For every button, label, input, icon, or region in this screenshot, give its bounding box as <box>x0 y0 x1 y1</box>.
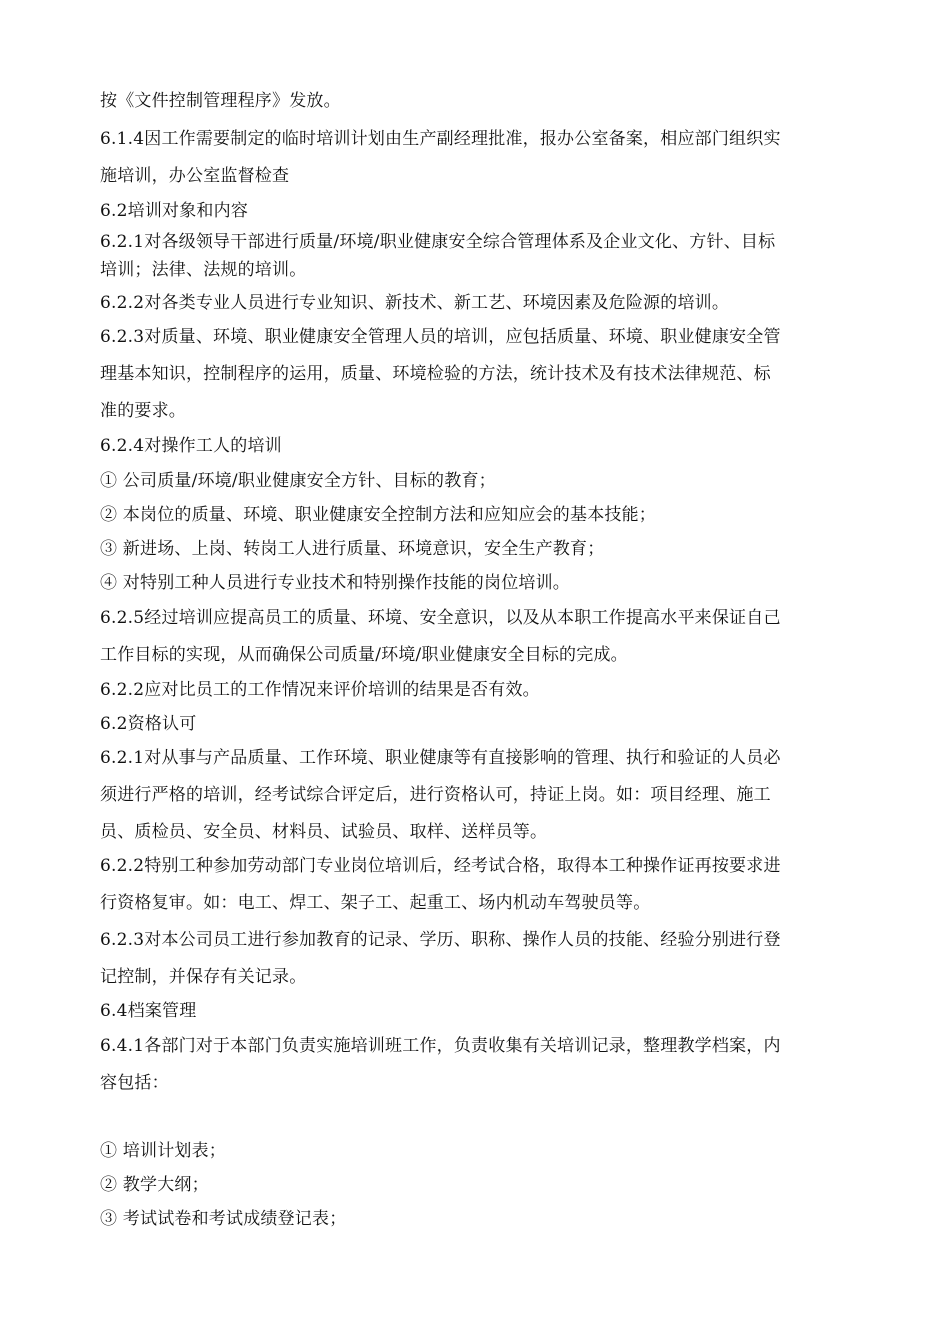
section-heading: 6.2资格认可 <box>100 714 197 734</box>
list-item: ③ 新进场、上岗、转岗工人进行质量、环境意识，安全生产教育； <box>100 539 605 559</box>
section-heading: 6.4档案管理 <box>100 1001 197 1021</box>
text-line: 行资格复审。如：电工、焊工、架子工、起重工、场内机动车驾驶员等。 <box>100 893 651 913</box>
text-line: 理基本知识，控制程序的运用，质量、环境检验的方法，统计技术及有技术法律规范、标 <box>100 364 771 384</box>
text-line: 6.2.2对各类专业人员进行专业知识、新技术、新工艺、环境因素及危险源的培训。 <box>100 293 730 313</box>
text-line: 6.2.2特别工种参加劳动部门专业岗位培训后，经考试合格，取得本工种操作证再按要求进 <box>100 856 781 876</box>
text-line: 6.1.4因工作需要制定的临时培训计划由生产副经理批准，报办公室备案，相应部门组织实 <box>100 129 781 149</box>
text-line: 培训；法律、法规的培训。 <box>100 260 307 280</box>
section-heading: 6.2培训对象和内容 <box>100 201 249 221</box>
text-line: 6.2.1对从事与产品质量、工作环境、职业健康等有直接影响的管理、执行和验证的人员必 <box>100 748 781 768</box>
list-item: ③ 考试试卷和考试成绩登记表； <box>100 1209 347 1229</box>
section-heading: 6.2.4对操作工人的培训 <box>100 436 282 456</box>
list-item: ① 培训计划表； <box>100 1141 227 1161</box>
text-line: 按《文件控制管理程序》发放。 <box>100 91 341 111</box>
text-line: 员、质检员、安全员、材料员、试验员、取样、送样员等。 <box>100 822 548 842</box>
text-line: 6.4.1各部门对于本部门负责实施培训班工作，负责收集有关培训记录，整理教学档案，内 <box>100 1036 781 1056</box>
text-line: 6.2.2应对比员工的工作情况来评价培训的结果是否有效。 <box>100 680 540 700</box>
text-line: 施培训，办公室监督检查 <box>100 166 290 186</box>
text-line: 须进行严格的培训，经考试综合评定后，进行资格认可，持证上岗。如：项目经理、施工 <box>100 785 771 805</box>
text-line: 记控制，并保存有关记录。 <box>100 967 307 987</box>
list-item: ④ 对特别工种人员进行专业技术和特别操作技能的岗位培训。 <box>100 573 571 593</box>
list-item: ② 教学大纲； <box>100 1175 209 1195</box>
text-line: 容包括： <box>100 1073 169 1093</box>
text-line: 6.2.1对各级领导干部进行质量/环境/职业健康安全综合管理体系及企业文化、方针、目标 <box>100 232 776 252</box>
text-line: 6.2.5经过培训应提高员工的质量、环境、安全意识，以及从本职工作提高水平来保证自己 <box>100 608 781 628</box>
text-line: 工作目标的实现，从而确保公司质量/环境/职业健康安全目标的完成。 <box>100 645 628 665</box>
list-item: ① 公司质量/环境/职业健康安全方针、目标的教育； <box>100 471 496 491</box>
text-line: 准的要求。 <box>100 401 186 421</box>
text-line: 6.2.3对本公司员工进行参加教育的记录、学历、职称、操作人员的技能、经验分别进行登 <box>100 930 781 950</box>
list-item: ② 本岗位的质量、环境、职业健康安全控制方法和应知应会的基本技能； <box>100 505 657 525</box>
text-line: 6.2.3对质量、环境、职业健康安全管理人员的培训，应包括质量、环境、职业健康安全管 <box>100 327 781 347</box>
